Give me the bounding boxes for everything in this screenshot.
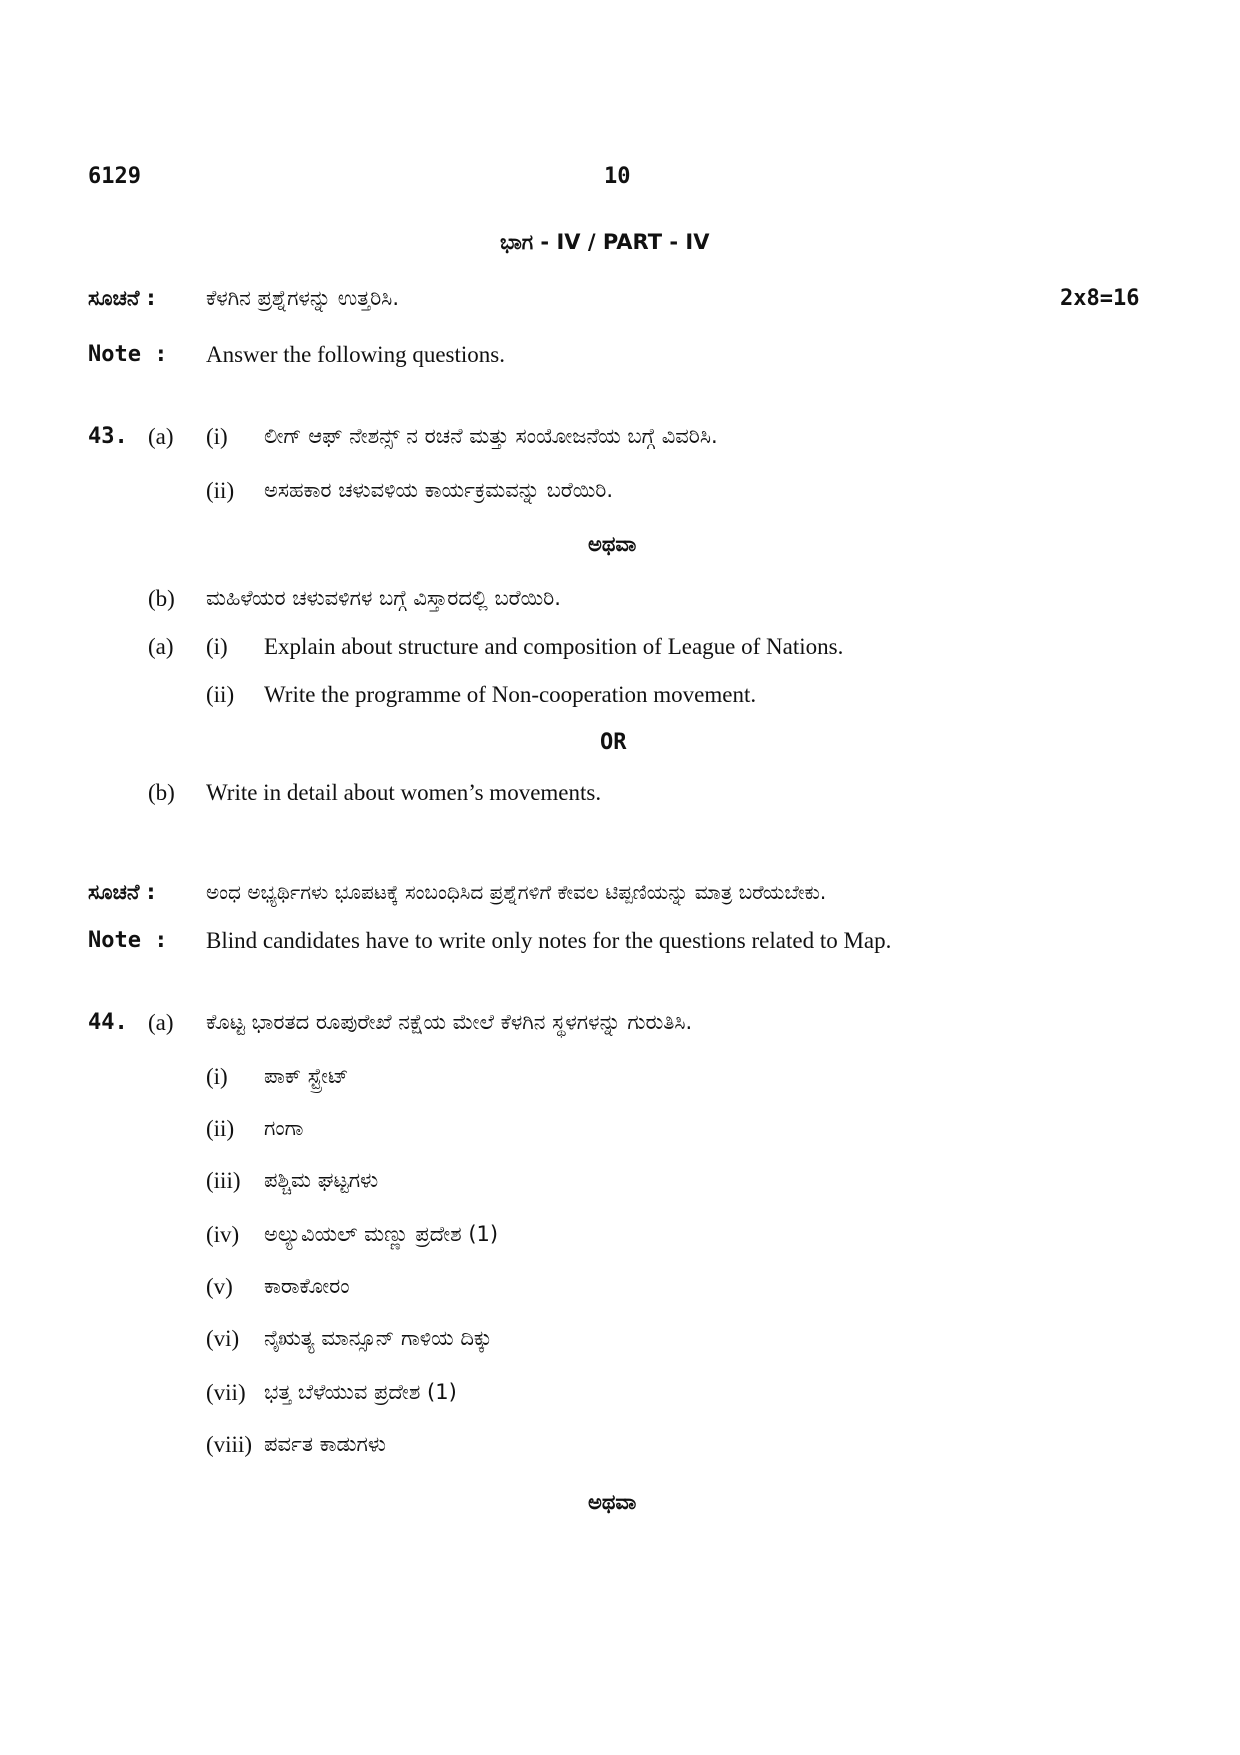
- q44-item-text: ಭತ್ತ ಬೆಳೆಯುವ ಪ್ರದೇಶ (1): [264, 1380, 457, 1404]
- q43-kn-or: ಅಥವಾ: [588, 532, 637, 556]
- q44-item-label: (iv): [206, 1222, 240, 1247]
- instruction-kn-label: ಸೂಚನೆ :: [88, 286, 156, 310]
- blind-note-kn-label: ಸೂಚನೆ :: [88, 880, 156, 904]
- q43-en-or: OR: [600, 730, 627, 755]
- q44-kn-or: ಅಥವಾ: [588, 1490, 637, 1514]
- q44-item-label: (i): [206, 1064, 228, 1089]
- q44-item-text: ಕಾರಾಕೋರಂ: [264, 1274, 350, 1298]
- question-44-number: 44.: [88, 1010, 128, 1035]
- q43-kn-i-label: (i): [206, 424, 228, 449]
- q44-item-label: (vi): [206, 1326, 240, 1351]
- q43-kn-ii-text: ಅಸಹಕಾರ ಚಳುವಳಿಯ ಕಾರ್ಯಕ್ರಮವನ್ನು ಬರೆಯಿರಿ.: [264, 478, 614, 502]
- q44-item-label: (vii): [206, 1380, 246, 1405]
- q43-en-b-label: (b): [148, 780, 175, 805]
- paper-code: 6129: [88, 164, 141, 189]
- q44-item-label: (iii): [206, 1168, 241, 1193]
- blind-note-en-text: Blind candidates have to write only notes for the questions related to Map.: [206, 928, 892, 953]
- blind-note-kn-text: ಅಂಧ ಅಭ್ಯರ್ಥಿಗಳು ಭೂಪಟಕ್ಕೆ ಸಂಬಂಧಿಸಿದ ಪ್ರಶ್ನೆಗಳಿಗೆ ಕೇವಲ ಟಿಪ್ಪಣಿಯನ್ನು ಮಾತ್ರ ಬರೆಯಬೇಕು.: [206, 880, 827, 904]
- q44-a-text: ಕೊಟ್ಟ ಭಾರತದ ರೂಪುರೇಖೆ ನಕ್ಷೆಯ ಮೇಲೆ ಕೆಳಗಿನ ಸ್ಥಳಗಳನ್ನು ಗುರುತಿಸಿ.: [206, 1010, 693, 1034]
- q44-item-text: ನೈಋತ್ಯ ಮಾನ್ಸೂನ್ ಗಾಳಿಯ ದಿಕ್ಕು: [264, 1326, 493, 1350]
- q43-a-label: (a): [148, 424, 174, 449]
- q43-kn-i-text: ಲೀಗ್ ಆಫ್ ನೇಶನ್ಸ್ ನ ರಚನೆ ಮತ್ತು ಸಂಯೋಜನೆಯ ಬಗ್ಗೆ ವಿವರಿಸಿ.: [264, 424, 718, 448]
- q43-en-i-text: Explain about structure and composition of League of Nations.: [264, 634, 844, 659]
- q43-en-ii-text: Write the programme of Non-cooperation movement.: [264, 682, 757, 707]
- q44-item-text: ಪಶ್ಚಿಮ ಘಟ್ಟಗಳು: [264, 1168, 379, 1192]
- q43-kn-ii-label: (ii): [206, 478, 235, 503]
- instruction-kn-text: ಕೆಳಗಿನ ಪ್ರಶ್ನೆಗಳನ್ನು ಉತ್ತರಿಸಿ.: [206, 286, 400, 310]
- page-number: 10: [604, 164, 631, 189]
- instruction-en-label: Note :: [88, 342, 168, 367]
- q44-item-text: ಪಾಕ್ ಸ್ಟ್ರೇಟ್: [264, 1064, 349, 1088]
- q43-en-a-label: (a): [148, 634, 174, 659]
- instruction-en-text: Answer the following questions.: [206, 342, 505, 367]
- q44-a-label: (a): [148, 1010, 174, 1035]
- question-43-number: 43.: [88, 424, 128, 449]
- q43-kn-b-text: ಮಹಿಳೆಯರ ಚಳುವಳಿಗಳ ಬಗ್ಗೆ ವಿಸ್ತಾರದಲ್ಲಿ ಬರೆಯಿರಿ.: [206, 586, 561, 610]
- q43-en-b-text: Write in detail about women’s movements.: [206, 780, 602, 805]
- q44-item-label: (ii): [206, 1116, 235, 1141]
- q43-en-i-label: (i): [206, 634, 228, 659]
- q43-en-ii-label: (ii): [206, 682, 235, 707]
- blind-note-en-label: Note :: [88, 928, 168, 953]
- q44-item-label: (v): [206, 1274, 233, 1299]
- part-title: ಭಾಗ - IV / PART - IV: [500, 230, 710, 254]
- marks-allotment: 2x8=16: [1060, 286, 1140, 311]
- q44-item-label: (viii): [206, 1432, 252, 1457]
- q43-kn-b-label: (b): [148, 586, 175, 611]
- q44-item-text: ಅಲ್ಯುವಿಯಲ್ ಮಣ್ಣು ಪ್ರದೇಶ (1): [264, 1222, 499, 1246]
- q44-item-text: ಗಂಗಾ: [264, 1116, 304, 1140]
- q44-item-text: ಪರ್ವತ ಕಾಡುಗಳು: [264, 1432, 386, 1456]
